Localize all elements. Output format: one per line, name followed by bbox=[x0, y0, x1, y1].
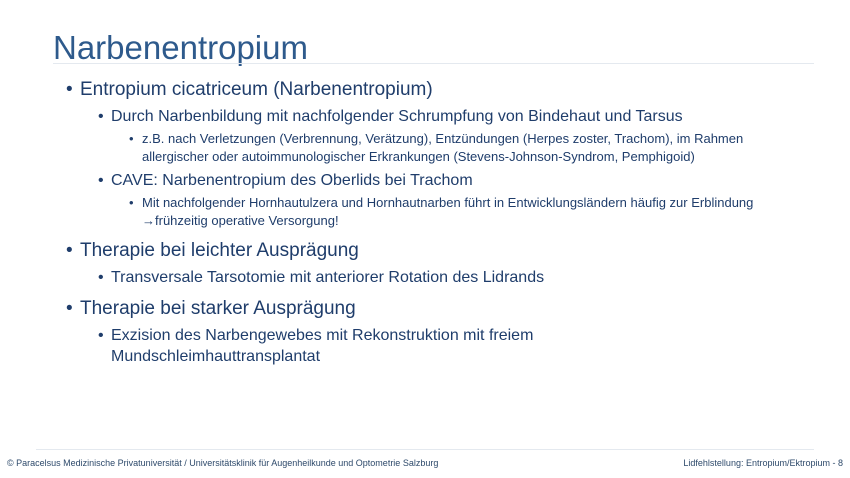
bullet-text: Mit nachfolgender Hornhautulzera und Hornhautnarben führt in Entwicklungsländern häufig zur Erblindung →frühzeitig operative Versorgung! bbox=[142, 195, 754, 228]
bullet-text: Transversale Tarsotomie mit anteriorer Rotation des Lidrands bbox=[111, 269, 545, 286]
bullet-text: Therapie bei starker Ausprägung bbox=[80, 298, 356, 319]
footer-divider bbox=[36, 449, 814, 450]
footer-slide-info: Lidfehlstellung: Entropium/Ektropium - 8 bbox=[683, 458, 843, 468]
bullet-text: z.B. nach Verletzungen (Verbrennung, Verätzung), Entzündungen (Herpes zoster, Trachom), im Rahmen allergischer oder autoimmunologischer Erkrankungen (Stevens-Johnson-Syndrom, Pemphigoid) bbox=[142, 131, 744, 164]
bullet-dot: • bbox=[98, 172, 104, 189]
bullet-dot: • bbox=[98, 269, 104, 286]
bullet-level2 bbox=[98, 106, 791, 127]
bullet-dot: • bbox=[129, 195, 134, 210]
bullet-text: Exzision des Narbengewebes mit Rekonstruktion mit freiem Mundschleimhauttransplantat bbox=[111, 327, 534, 365]
slide-content bbox=[0, 72, 850, 367]
bullet-level3 bbox=[129, 130, 782, 166]
bullet-dot: • bbox=[66, 79, 73, 100]
footer-copyright: © Paracelsus Medizinische Privatuniversität / Universitätsklinik für Augenheilkunde und Optometrie Salzburg bbox=[7, 458, 439, 468]
bullet-dot: • bbox=[129, 131, 134, 146]
bullet-text: Entropium cicatriceum (Narbenentropium) bbox=[80, 79, 433, 100]
bullet-level1 bbox=[66, 78, 850, 102]
bullet-level2 bbox=[98, 325, 631, 367]
bullet-level1 bbox=[66, 239, 850, 263]
bullet-text: CAVE: Narbenentropium des Oberlids bei Trachom bbox=[111, 172, 473, 189]
title-divider bbox=[53, 63, 814, 64]
bullet-dot: • bbox=[98, 327, 104, 344]
bullet-text: Therapie bei leichter Ausprägung bbox=[80, 240, 359, 261]
bullet-level1 bbox=[66, 297, 850, 321]
bullet-level2 bbox=[98, 267, 791, 288]
bullet-dot: • bbox=[98, 108, 104, 125]
bullet-level3 bbox=[129, 194, 782, 230]
bullet-level2 bbox=[98, 170, 791, 191]
bullet-dot: • bbox=[66, 240, 73, 261]
slide-title: Narbenentropium bbox=[53, 29, 308, 66]
bullet-text: Durch Narbenbildung mit nachfolgender Schrumpfung von Bindehaut und Tarsus bbox=[111, 108, 683, 125]
bullet-dot: • bbox=[66, 298, 73, 319]
